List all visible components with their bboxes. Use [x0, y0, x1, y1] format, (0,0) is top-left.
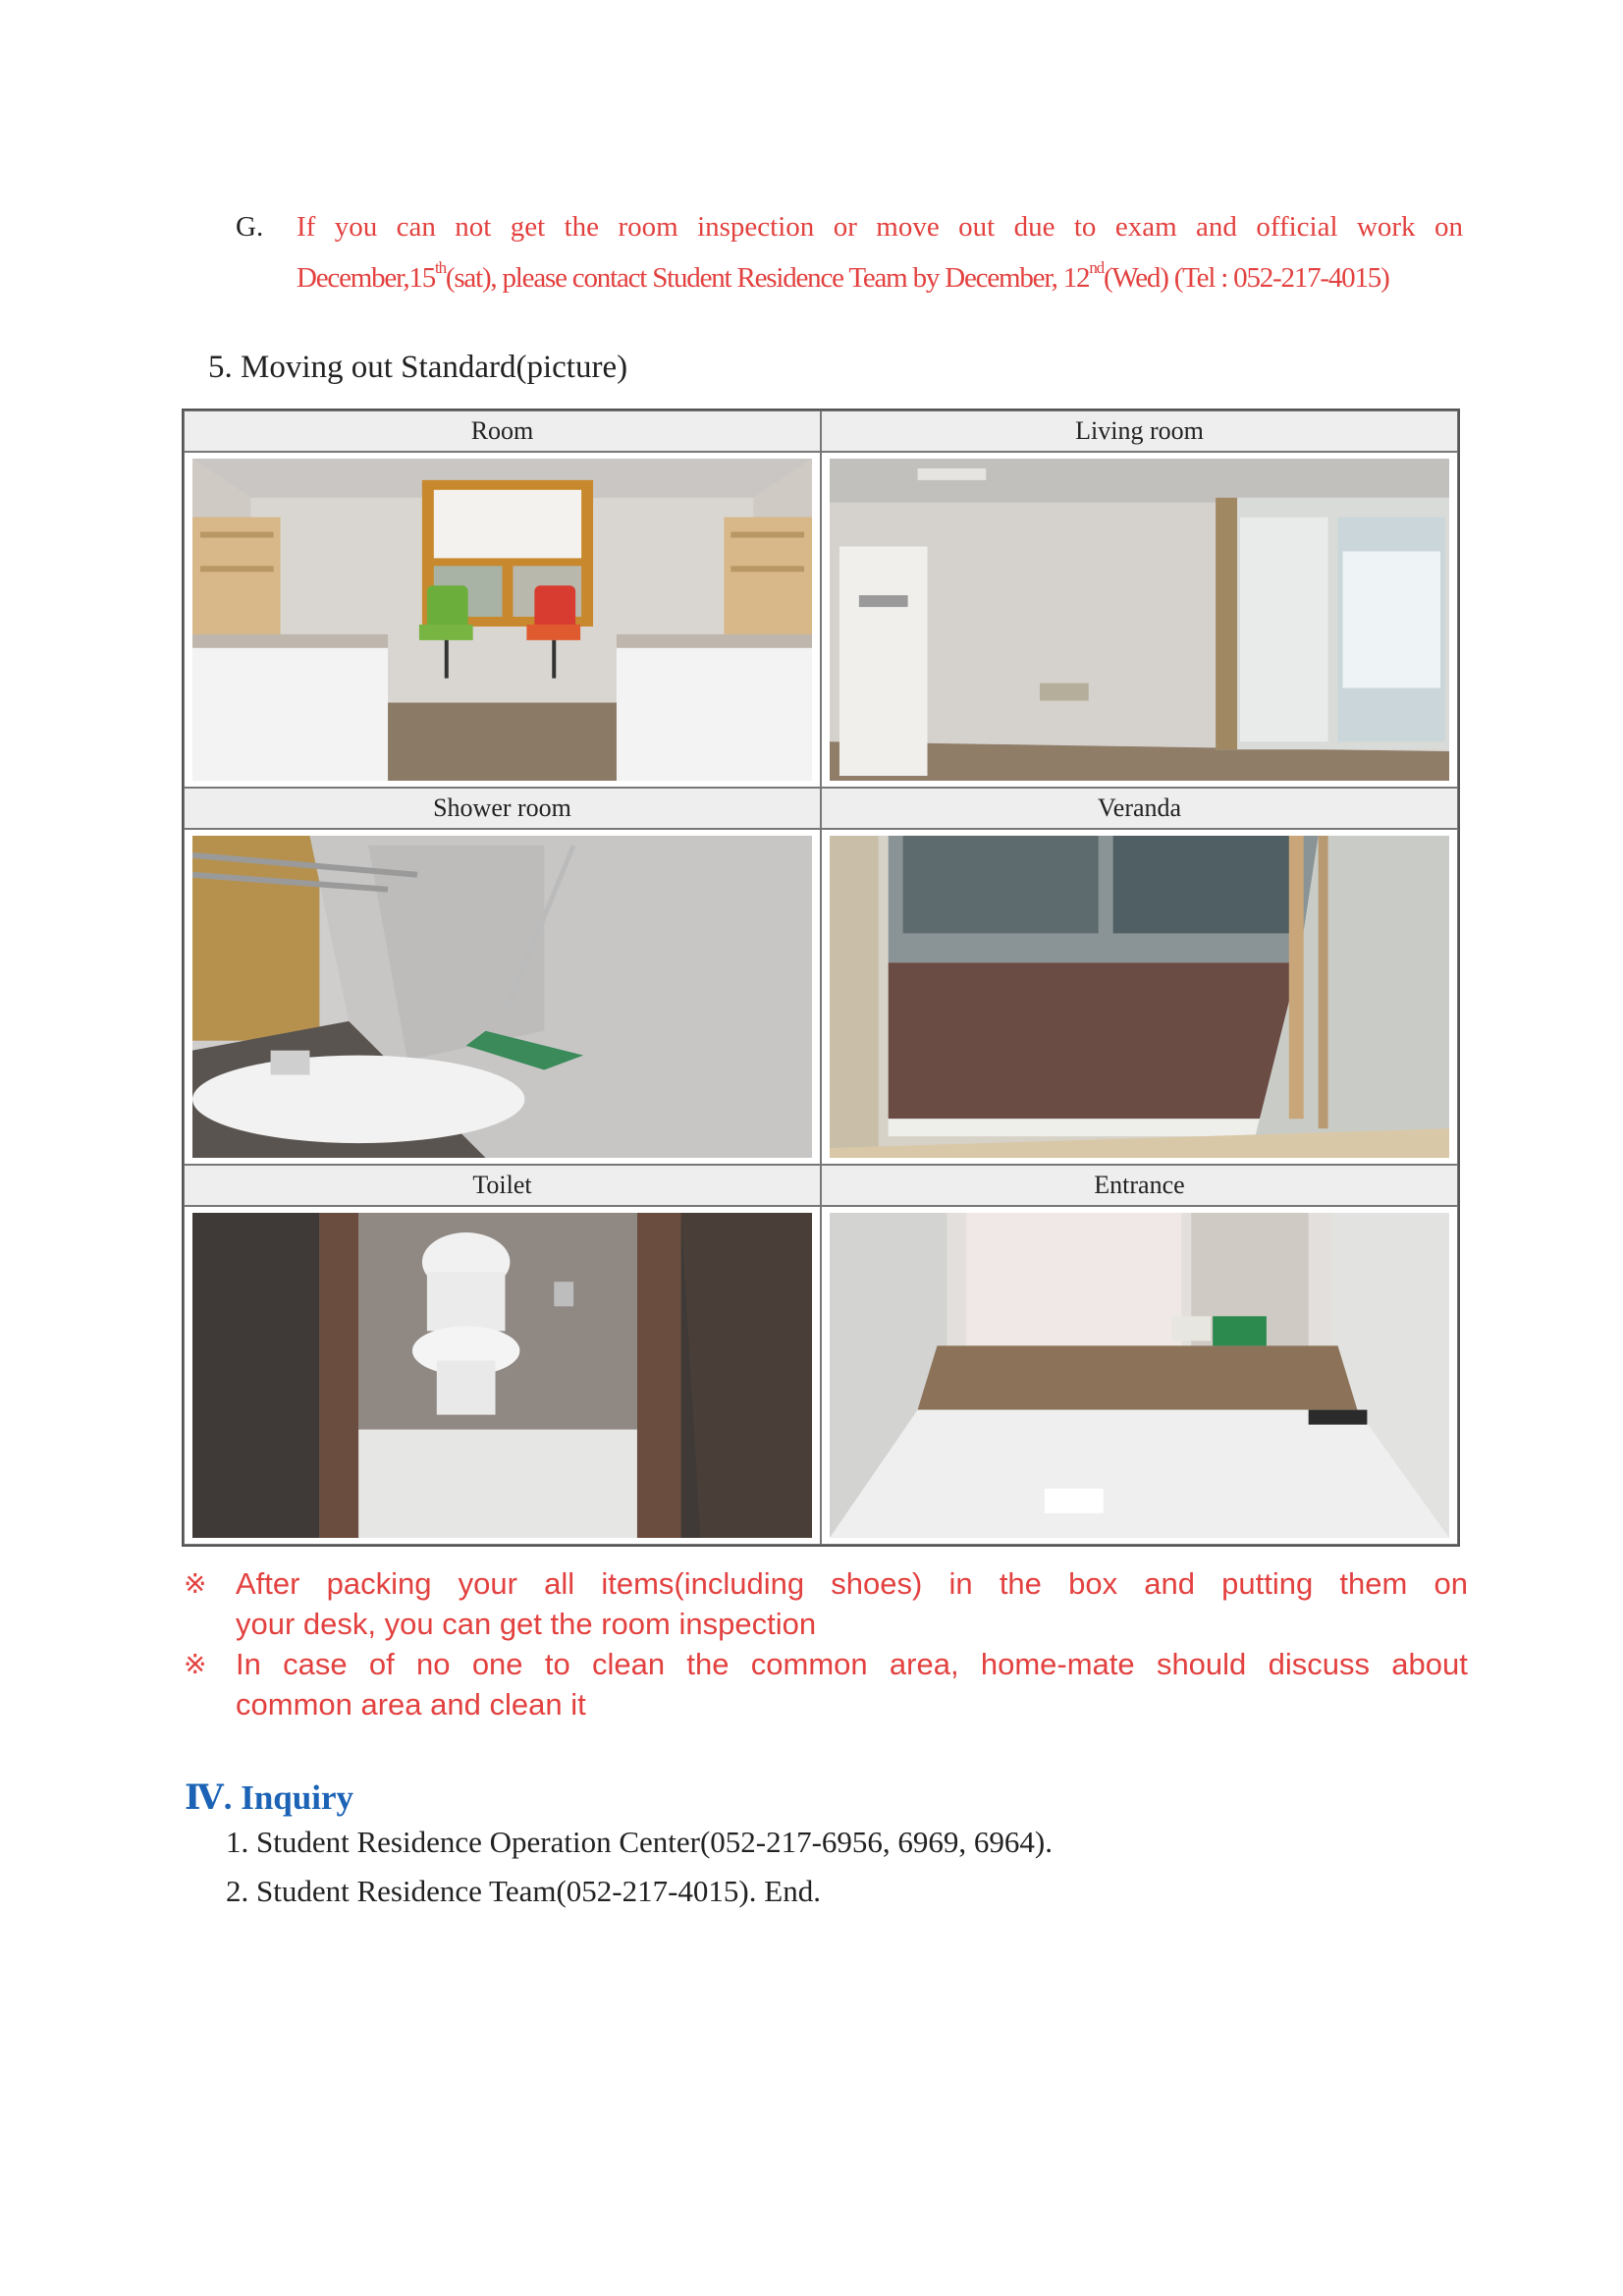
note-word: about	[1391, 1647, 1468, 1681]
header-entrance: Entrance	[821, 1165, 1458, 1206]
g-word: to	[1073, 211, 1097, 243]
toilet-image	[192, 1213, 812, 1538]
notes	[182, 1563, 1468, 1724]
photo-shower-room	[184, 829, 821, 1165]
g-word: on	[1434, 211, 1463, 243]
note-1-line1	[236, 1563, 1468, 1604]
note-word: the	[686, 1647, 730, 1681]
note-word: one	[471, 1647, 523, 1681]
note-word: home-mate	[980, 1647, 1135, 1681]
g-word: work	[1356, 211, 1416, 243]
g-word: get	[510, 211, 546, 243]
note-word: packing	[326, 1566, 432, 1601]
header-toilet: Toilet	[184, 1165, 821, 1206]
note-word: no	[416, 1647, 451, 1681]
item-g-line2	[297, 253, 1463, 302]
g-word: the	[564, 211, 600, 243]
g-word: room	[618, 211, 678, 243]
inquiry-item-1: 1. Student Residence Operation Center(052-217-6956, 6969, 6964).	[226, 1825, 1053, 1859]
living-room-image	[830, 459, 1449, 781]
inquiry-heading: Ⅳ. Inquiry	[185, 1778, 353, 1817]
note-word: box	[1068, 1566, 1118, 1601]
g-date-1: December,15	[297, 262, 436, 294]
g-word: or	[833, 211, 857, 243]
note-word: shoes)	[831, 1566, 923, 1601]
note-word: all	[544, 1566, 575, 1601]
g-word: exam	[1114, 211, 1177, 243]
note-word: to	[544, 1647, 570, 1681]
g-sup-2: nd	[1089, 258, 1104, 277]
header-living-room: Living room	[821, 410, 1458, 452]
photo-room	[184, 452, 821, 788]
g-word: move	[876, 211, 940, 243]
note-word: the	[999, 1566, 1042, 1601]
note-word: and	[1144, 1566, 1195, 1601]
g-word: and	[1196, 211, 1237, 243]
g-word: If	[297, 211, 316, 243]
note-word: clean	[591, 1647, 666, 1681]
note-word: items(including	[601, 1566, 805, 1601]
note-word: common	[750, 1647, 868, 1681]
note-word: your	[458, 1566, 517, 1601]
photo-living-room	[821, 452, 1458, 788]
note-word: putting	[1221, 1566, 1314, 1601]
reference-mark-icon: ※	[184, 1568, 207, 1599]
note-word: them	[1339, 1566, 1408, 1601]
note-word: of	[368, 1647, 395, 1681]
room-image	[192, 459, 812, 781]
g-word: you	[334, 211, 378, 243]
note-word: on	[1434, 1566, 1468, 1601]
g-word: official	[1256, 211, 1338, 243]
header-veranda: Veranda	[821, 788, 1458, 829]
g-word: can	[396, 211, 436, 243]
note-word: area,	[889, 1647, 959, 1681]
photo-table	[182, 409, 1460, 1547]
note-2-line1	[236, 1644, 1468, 1684]
g-tel-text: (Wed) (Tel : 052-217-4015)	[1103, 262, 1389, 294]
veranda-image	[830, 836, 1449, 1158]
reference-mark-icon: ※	[184, 1649, 207, 1679]
inquiry-item-2: 2. Student Residence Team(052-217-4015). End.	[226, 1874, 821, 1908]
g-word: not	[455, 211, 492, 243]
g-word: due	[1013, 211, 1055, 243]
header-room: Room	[184, 410, 821, 452]
g-word: out	[958, 211, 996, 243]
note-word: In	[236, 1647, 261, 1681]
g-sup-1: th	[435, 258, 446, 277]
note-1-line2: your desk, you can get the room inspection	[236, 1607, 817, 1641]
note-word: After	[236, 1566, 300, 1601]
note-word: should	[1156, 1647, 1247, 1681]
g-word: inspection	[697, 211, 815, 243]
item-g-letter: G.	[236, 211, 264, 243]
item-g-line1	[297, 202, 1463, 251]
photo-entrance	[821, 1206, 1458, 1545]
section5-title: 5. Moving out Standard(picture)	[208, 350, 628, 385]
note-2-line2: common area and clean it	[236, 1687, 586, 1722]
header-shower-room: Shower room	[184, 788, 821, 829]
note-word: in	[948, 1566, 973, 1601]
g-contact-text: (sat), please contact Student Residence Team by December, 12	[445, 262, 1090, 294]
note-1	[182, 1563, 1468, 1644]
note-word: discuss	[1268, 1647, 1370, 1681]
photo-toilet	[184, 1206, 821, 1545]
note-2	[182, 1644, 1468, 1724]
photo-veranda	[821, 829, 1458, 1165]
entrance-image	[830, 1213, 1449, 1538]
note-word: case	[283, 1647, 348, 1681]
shower-room-image	[192, 836, 812, 1158]
